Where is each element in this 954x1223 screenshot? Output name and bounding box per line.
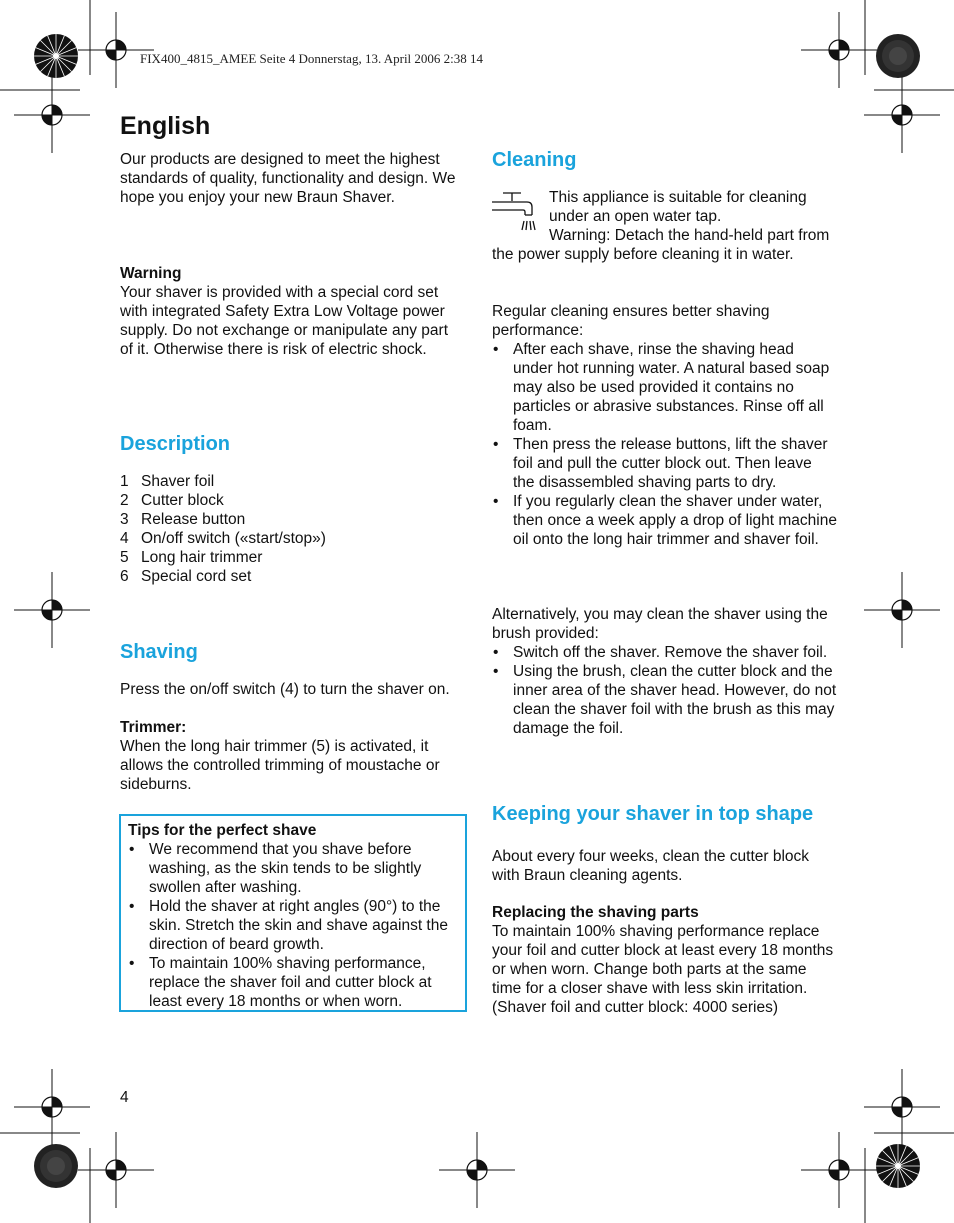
item-label: Special cord set — [141, 568, 252, 585]
alt-intro: Alternatively, you may clean the shaver using the brush provided: — [492, 606, 828, 642]
trimmer-block — [120, 718, 465, 794]
description-item — [120, 548, 465, 567]
cleaning-tap-text: This appliance is suitable for cleaning under an open water tap. — [549, 189, 807, 225]
cleaning-warning-text: Warning: Detach the hand-held part from the power supply before cleaning it in water. — [492, 227, 830, 263]
warning-text: Your shaver is provided with a special cord set with integrated Safety Extra Low Voltage power supply. Do not exchange or manipulate any part of it. Otherwise there is risk of electric shock. — [120, 284, 448, 358]
list-item: • If you regularly clean the shaver under water, then once a week apply a drop of light machine oil onto the long hair trimmer and shaver foil. — [492, 492, 837, 549]
list-item: • To maintain 100% shaving performance, replace the shaver foil and cutter block at least every 18 months or when worn. — [128, 954, 457, 1011]
description-item — [120, 491, 465, 510]
list-item: • Switch off the shaver. Remove the shaver foil. — [492, 643, 837, 662]
item-number: 2 — [120, 492, 129, 509]
replacing-note: (Shaver foil and cutter block: 4000 series) — [492, 999, 779, 1016]
tips-heading: Tips for the perfect shave — [128, 822, 317, 839]
description-item — [120, 529, 465, 548]
top-shape-text: About every four weeks, clean the cutter block with Braun cleaning agents. — [492, 848, 810, 884]
top-shape-heading: Keeping your shaver in top shape — [492, 803, 814, 825]
list-item: • Then press the release buttons, lift the shaver foil and pull the cutter block out. Then leave the disassembled shaving parts to dry. — [492, 435, 837, 492]
item-number: 1 — [120, 473, 129, 490]
warning-heading: Warning — [120, 265, 182, 282]
alternative-cleaning-block — [492, 605, 837, 738]
replacing-block — [492, 903, 837, 1017]
print-header: FIX400_4815_AMEE Seite 4 Donnerstag, 13. April 2006 2:38 14 — [140, 51, 484, 66]
regular-list — [492, 340, 837, 549]
replacing-heading: Replacing the shaving parts — [492, 904, 699, 921]
tips-box — [119, 814, 467, 1012]
page-title: English — [120, 112, 211, 140]
tips-list — [128, 840, 457, 1011]
shaving-heading: Shaving — [120, 641, 198, 663]
regular-cleaning-block — [492, 302, 837, 549]
trimmer-heading: Trimmer: — [120, 719, 187, 736]
item-number: 6 — [120, 568, 129, 585]
list-item: • We recommend that you shave before washing, as the skin tends to be slightly swollen after washing. — [128, 840, 457, 897]
cleaning-heading: Cleaning — [492, 149, 577, 171]
item-label: On/off switch («start/stop») — [141, 530, 326, 547]
description-heading: Description — [120, 433, 231, 455]
description-list — [120, 472, 465, 586]
item-label: Release button — [141, 511, 246, 528]
warning-block — [120, 264, 465, 359]
alt-list — [492, 643, 837, 738]
replacing-text: To maintain 100% shaving performance replace your foil and cutter block at least every 18 months or when worn. Change both parts at the same time for a closer shave with less skin irritation. — [492, 923, 834, 997]
item-label: Shaver foil — [141, 473, 215, 490]
item-number: 3 — [120, 511, 129, 528]
list-item: • Using the brush, clean the cutter block and the inner area of the shaver head. However, do not clean the shaver foil with the brush as this may damage the foil. — [492, 662, 837, 738]
trimmer-text: When the long hair trimmer (5) is activated, it allows the controlled trimming of moustache or sideburns. — [120, 738, 440, 793]
item-label: Long hair trimmer — [141, 549, 263, 566]
description-item — [120, 510, 465, 529]
shaving-text: Press the on/off switch (4) to turn the shaver on. — [120, 681, 450, 698]
regular-intro: Regular cleaning ensures better shaving performance: — [492, 303, 770, 339]
item-label: Cutter block — [141, 492, 224, 509]
list-item: • Hold the shaver at right angles (90°) to the skin. Stretch the skin and shave against the direction of beard growth. — [128, 897, 457, 954]
list-item: • After each shave, rinse the shaving head under hot running water. A natural based soap may also be used provided it contains no particles or abrasive substances. Rinse off all foam. — [492, 340, 837, 435]
item-number: 4 — [120, 530, 129, 547]
intro-text: Our products are designed to meet the highest standards of quality, functionality and design. We hope you enjoy your new Braun Shaver. — [120, 151, 456, 206]
item-number: 5 — [120, 549, 129, 566]
page-number: 4 — [120, 1089, 129, 1106]
description-item — [120, 567, 465, 586]
description-item — [120, 472, 465, 491]
